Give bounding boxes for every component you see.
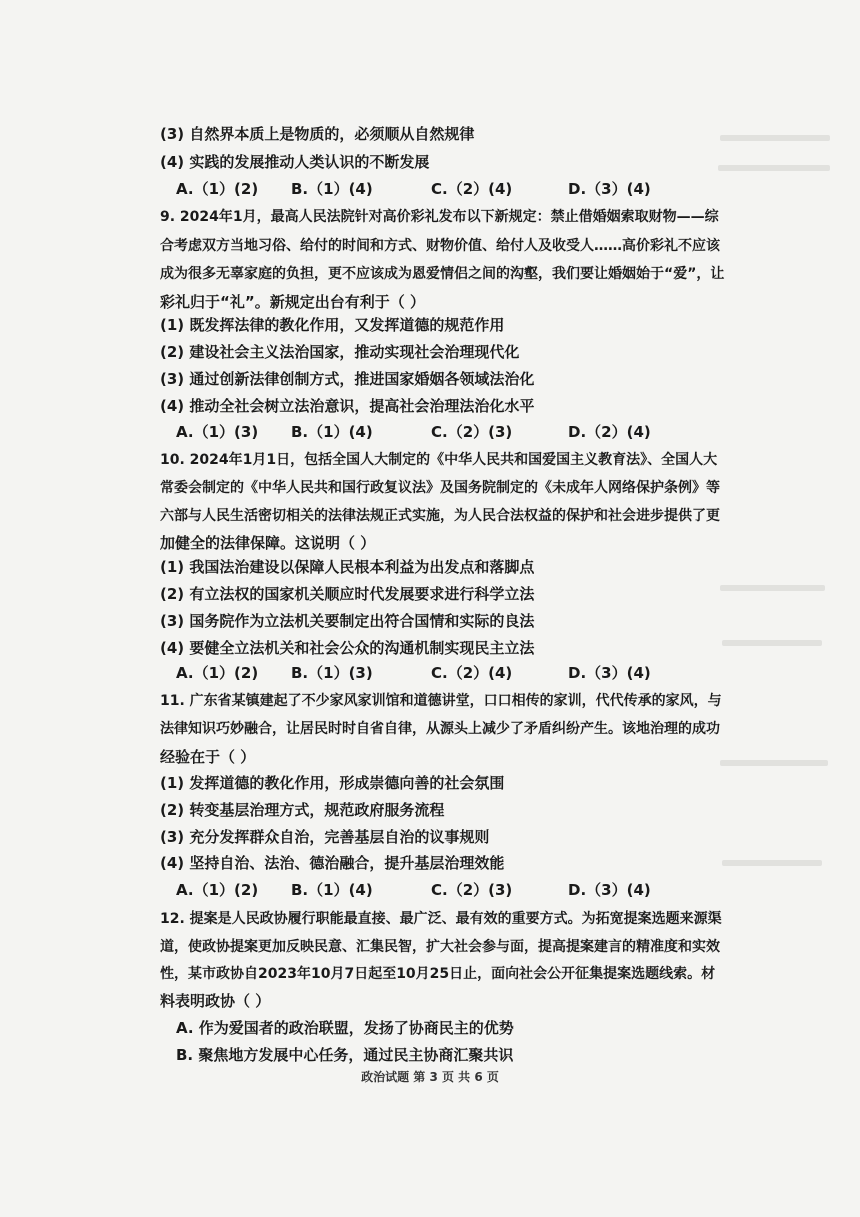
q8-option-c: C.（2）(4) [431,180,513,198]
q10-item-1: (1) 我国法治建设以保障人民根本利益为出发点和落脚点 [160,558,535,576]
bleed-through-mark [722,860,822,866]
bleed-through-mark [720,135,830,141]
q11-option-c: C.（2）(3) [431,881,513,899]
q9-item-2: (2) 建设社会主义法治国家，推动实现社会治理现代化 [160,343,520,361]
q10-option-c: C.（2）(4) [431,664,513,682]
q11-stem-line-2: 法律知识巧妙融合，让居民时时自省自律，从源头上减少了矛盾纠纷产生。该地治理的成功 [160,721,720,737]
q10-stem-line-1: 10. 2024年1月1日，包括全国人大制定的《中华人民共和国爱国主义教育法》、全国人大 [160,452,718,468]
prev-item-4: (4) 实践的发展推动人类认识的不断发展 [160,153,430,171]
q11-item-3: (3) 充分发挥群众自治，完善基层自治的议事规则 [160,828,490,846]
bleed-through-mark [718,165,830,171]
q12-option-b: B. 聚焦地方发展中心任务，通过民主协商汇聚共识 [176,1046,514,1064]
q10-option-d: D.（3）(4) [568,664,651,682]
q9-stem-line-3: 成为很多无辜家庭的负担，更不应该成为恩爱情侣之间的沟壑，我们要让婚姻始于“爱”，让 [160,266,725,282]
q10-item-3: (3) 国务院作为立法机关要制定出符合国情和实际的良法 [160,612,535,630]
q10-stem-line-4: 加健全的法律保障。这说明（ ） [160,534,376,552]
q9-stem-line-1: 9. 2024年1月，最高人民法院针对高价彩礼发布以下新规定：禁止借婚姻索取财物——综 [160,209,719,225]
bleed-through-mark [722,640,822,646]
q10-item-2: (2) 有立法权的国家机关顺应时代发展要求进行科学立法 [160,585,535,603]
q11-stem-line-3: 经验在于（ ） [160,748,256,766]
q11-item-2: (2) 转变基层治理方式，规范政府服务流程 [160,801,445,819]
bleed-through-mark [720,585,825,591]
q11-item-1: (1) 发挥道德的教化作用，形成崇德向善的社会氛围 [160,774,505,792]
q9-item-4: (4) 推动全社会树立法治意识，提高社会治理法治化水平 [160,397,535,415]
q11-option-d: D.（3）(4) [568,881,651,899]
q12-stem-line-4: 料表明政协（ ） [160,992,271,1010]
q10-option-a: A.（1）(2) [176,664,259,682]
q12-stem-line-3: 性，某市政协自2023年10月7日起至10月25日止，面向社会公开征集提案选题线索。材 [160,966,716,982]
q12-stem-line-2: 道，使政协提案更加反映民意、汇集民智，扩大社会参与面，提高提案建言的精准度和实效 [160,939,720,955]
q9-option-c: C.（2）(3) [431,423,513,441]
q9-option-d: D.（2）(4) [568,423,651,441]
q11-stem-line-1: 11. 广东省某镇建起了不少家风家训馆和道德讲堂，口口相传的家训，代代传承的家风，与 [160,693,722,709]
q11-option-b: B.（1）(4) [291,881,373,899]
page-footer: 政治试题 第 3 页 共 6 页 [361,1070,499,1084]
q9-option-a: A.（1）(3) [176,423,259,441]
q10-item-4: (4) 要健全立法机关和社会公众的沟通机制实现民主立法 [160,639,535,657]
q10-stem-line-2: 常委会制定的《中华人民共和国行政复议法》及国务院制定的《未成年人网络保护条例》等 [160,480,720,496]
q8-option-a: A.（1）(2) [176,180,259,198]
q9-item-3: (3) 通过创新法律创制方式，推进国家婚姻各领域法治化 [160,370,535,388]
q9-stem-line-4: 彩礼归于“礼”。新规定出台有利于（ ） [160,293,425,311]
q9-option-b: B.（1）(4) [291,423,373,441]
q9-stem-line-2: 合考虑双方当地习俗、给付的时间和方式、财物价值、给付人及收受人……高价彩礼不应该 [160,238,720,254]
q11-option-a: A.（1）(2) [176,881,259,899]
bleed-through-mark [720,760,828,766]
q8-option-b: B.（1）(4) [291,180,373,198]
q10-option-b: B.（1）(3) [291,664,373,682]
q10-stem-line-3: 六部与人民生活密切相关的法律法规正式实施，为人民合法权益的保护和社会进步提供了更 [160,508,720,524]
prev-item-3: (3) 自然界本质上是物质的，必须顺从自然规律 [160,125,475,143]
q12-stem-line-1: 12. 提案是人民政协履行职能最直接、最广泛、最有效的重要方式。为拓宽提案选题来源渠 [160,911,722,927]
q8-option-d: D.（3）(4) [568,180,651,198]
q11-item-4: (4) 坚持自治、法治、德治融合，提升基层治理效能 [160,854,505,872]
q9-item-1: (1) 既发挥法律的教化作用，又发挥道德的规范作用 [160,316,505,334]
q12-option-a: A. 作为爱国者的政治联盟，发扬了协商民主的优势 [176,1019,514,1037]
